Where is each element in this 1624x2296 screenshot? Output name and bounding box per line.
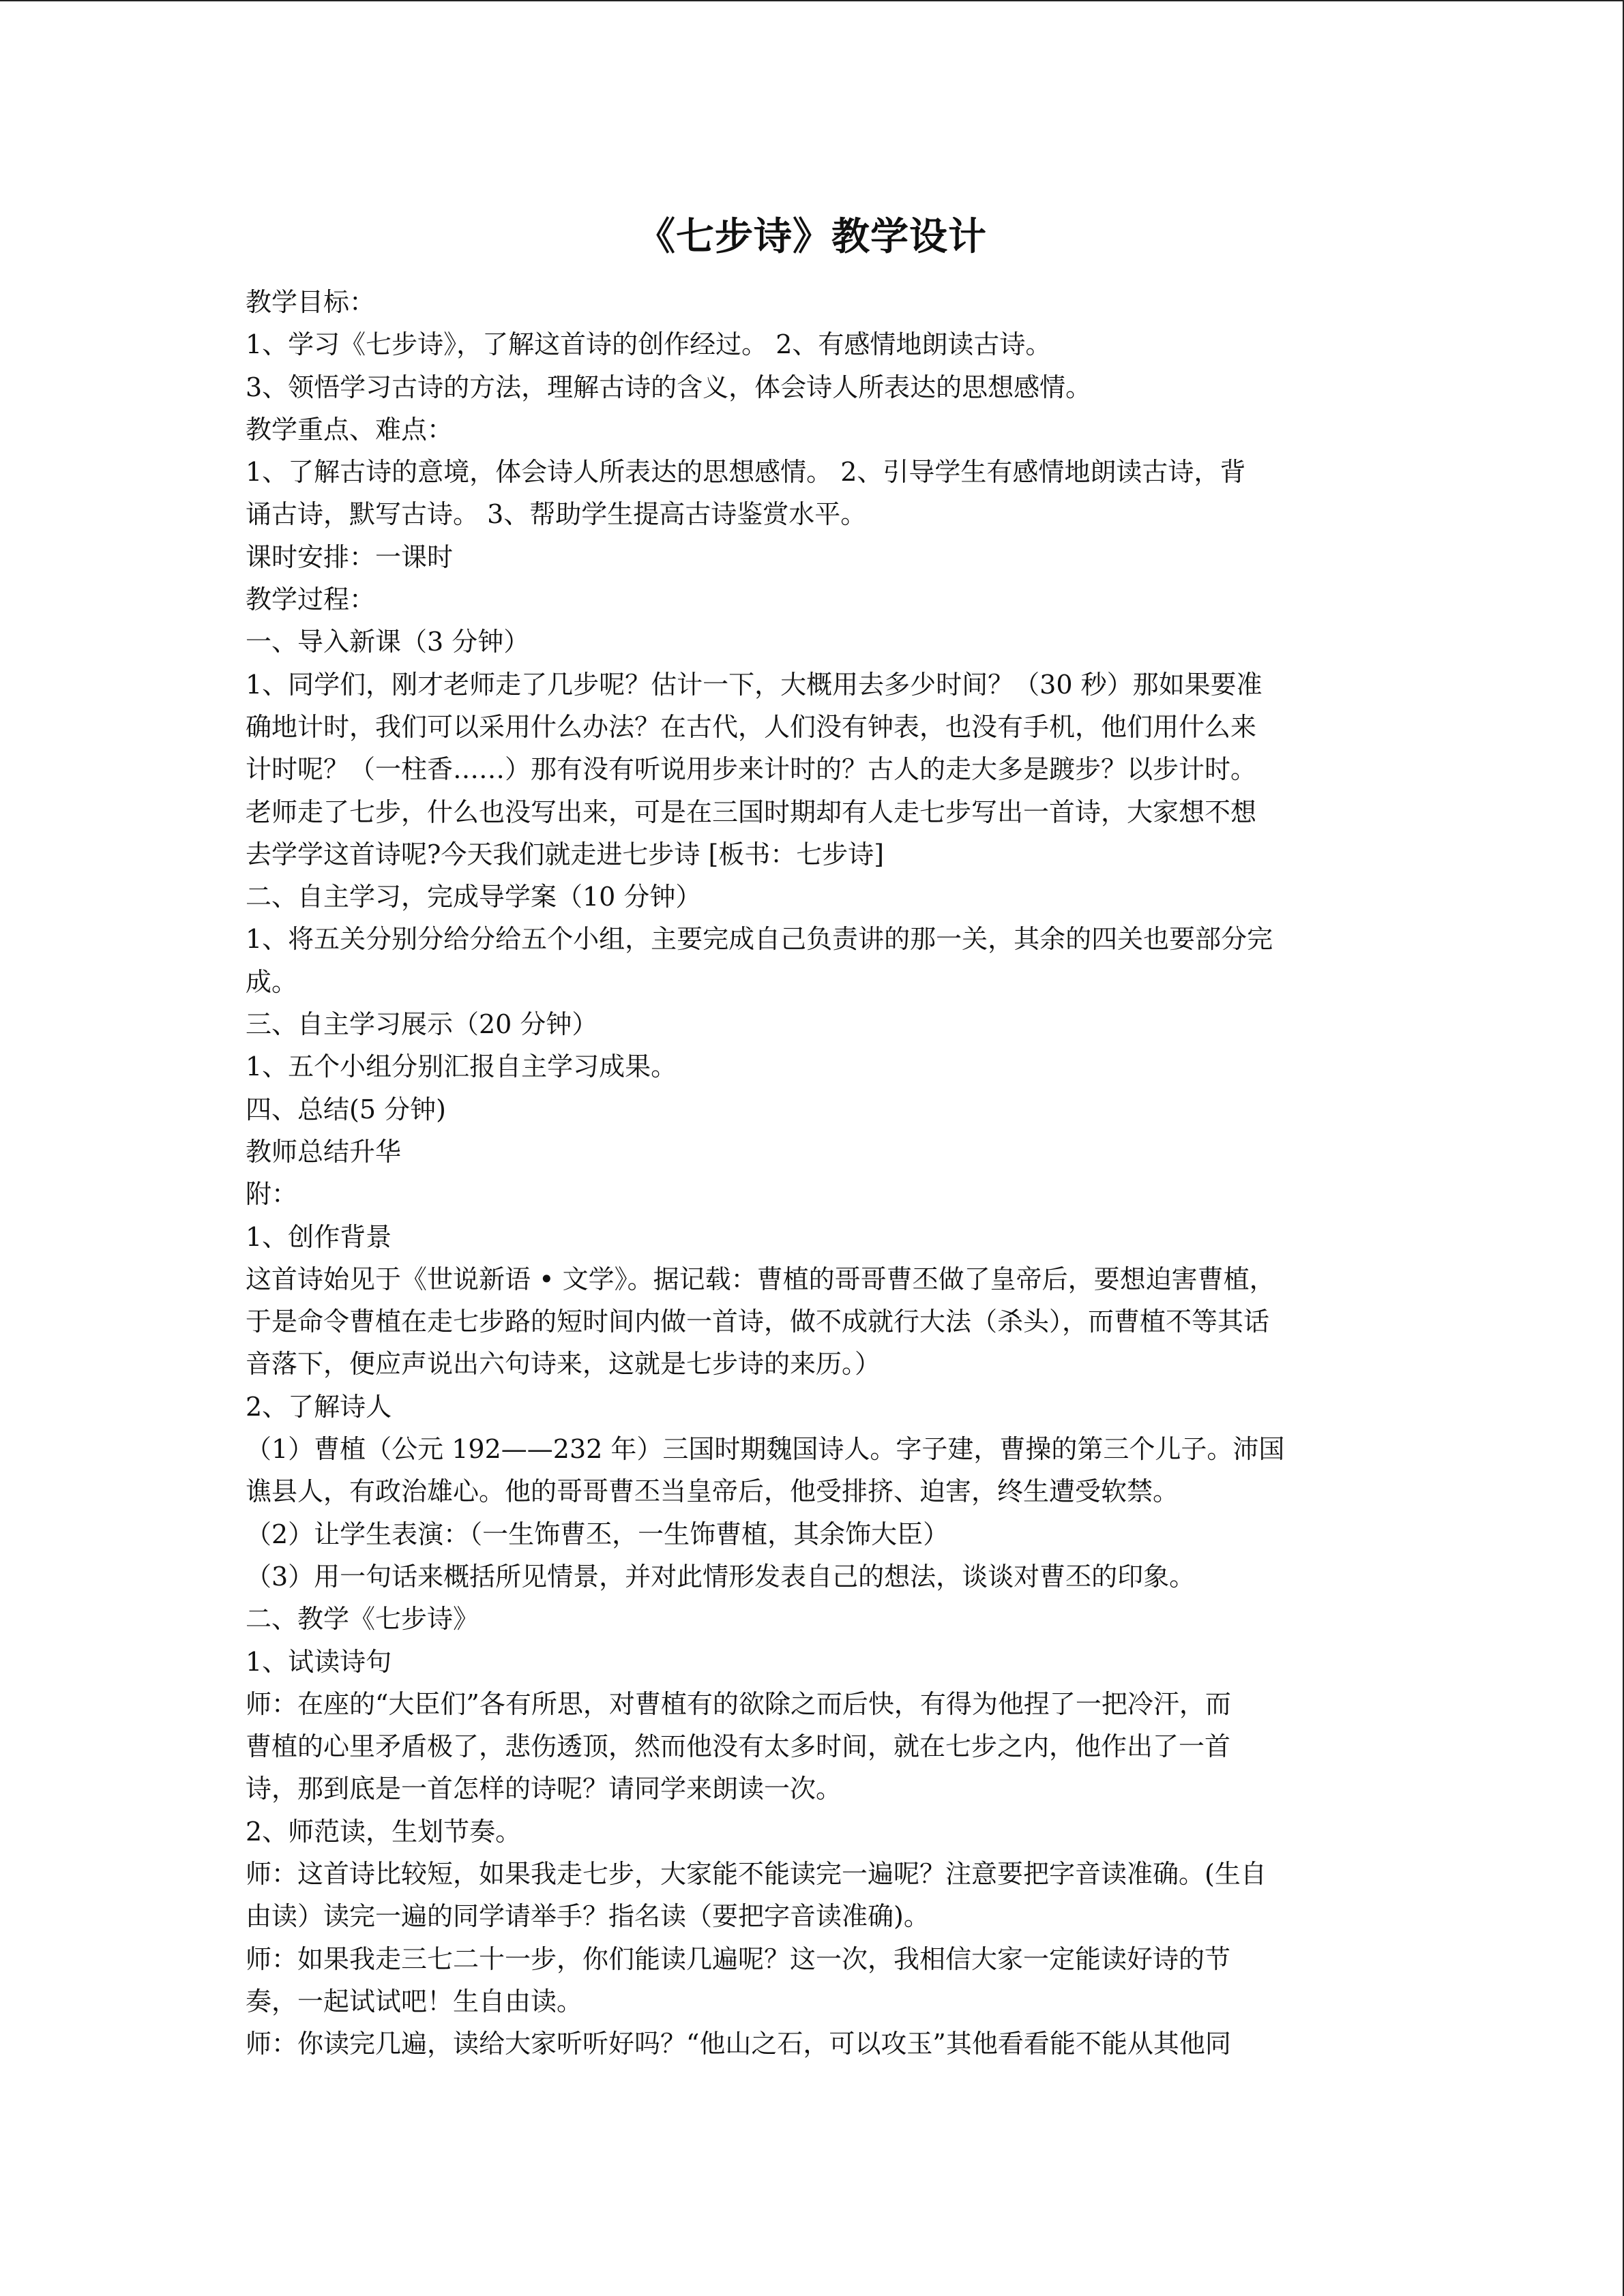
text-line: 教师总结升华 [246, 1136, 402, 1167]
text-line: 1、试读诗句 [246, 1646, 392, 1677]
section-heading: 二、教学《七步诗》 [246, 1604, 479, 1635]
text-line: 1、创作背景 [246, 1221, 392, 1252]
text-line: 奏，一起试试吧！生自由读。 [246, 1986, 583, 2016]
text-line: 教学过程： [246, 584, 376, 615]
text-line: 计时呢？（一柱香……）那有没有听说用步来计时的？古人的走大多是踱步？以步计时。 [246, 754, 1257, 785]
text-line: 课时安排：一课时 [246, 541, 454, 572]
text-line: 确地计时，我们可以采用什么办法？在古代，人们没有钟表，也没有手机，他们用什么来 [246, 711, 1257, 742]
text-line: 老师走了七步，什么也没写出来，可是在三国时期却有人走七步写出一首诗，大家想不想 [246, 796, 1257, 827]
text-line: 2、师范读，生划节奏。 [246, 1816, 522, 1847]
text-line: 由读）读完一遍的同学请举手？指名读（要把字音读准确)。 [246, 1901, 930, 1932]
text-line: 1、五个小组分别汇报自主学习成果。 [246, 1052, 677, 1082]
text-line: 师：在座的“大臣们”各有所思，对曹植有的欲除之而后快，有得为他捏了一把冷汗，而 [246, 1688, 1231, 1719]
text-line: 教学重点、难点： [246, 414, 454, 445]
text-line: 于是命令曹植在走七步路的短时间内做一首诗，做不成就行大法（杀头），而曹植不等其话 [246, 1307, 1270, 1337]
document-title: 《七步诗》教学设计 [637, 214, 987, 259]
text-line: 2、了解诗人 [246, 1391, 392, 1422]
text-line: 1、同学们，刚才老师走了几步呢？估计一下，大概用去多少时间？（30 秒）那如果要准 [246, 669, 1263, 700]
text-line: 3、领悟学习古诗的方法，理解古诗的含义，体会诗人所表达的思想感情。 [246, 372, 1092, 402]
text-line: 1、了解古诗的意境，体会诗人所表达的思想感情。 2、引导学生有感情地朗读古诗，背 [246, 457, 1246, 488]
text-line: 成。 [246, 966, 298, 997]
document-body [246, 281, 1378, 2065]
text-line: （2）让学生表演：（一生饰曹丕，一生饰曹植，其余饰大臣） [246, 1519, 949, 1549]
text-line: 附： [246, 1179, 298, 1210]
text-line: （1）曹植（公元 192——232 年）三国时期魏国诗人。字子建，曹操的第三个儿子。沛国 [246, 1434, 1285, 1465]
text-line: 1、学习《七步诗》，了解这首诗的创作经过。 2、有感情地朗读古诗。 [246, 329, 1052, 360]
text-line: （3）用一句话来概括所见情景，并对此情形发表自己的想法，谈谈对曹丕的印象。 [246, 1561, 1196, 1592]
section-heading: 三、自主学习展示（20 分钟） [246, 1009, 598, 1040]
text-line: 曹植的心里矛盾极了，悲伤透顶，然而他没有太多时间，就在七步之内，他作出了一首 [246, 1731, 1231, 1762]
text-line: 师：这首诗比较短，如果我走七步，大家能不能读完一遍呢？注意要把字音读准确。(生自 [246, 1858, 1267, 1889]
text-line: 诵古诗，默写古诗。 3、帮助学生提高古诗鉴赏水平。 [246, 499, 867, 530]
text-line: 师：你读完几遍，读给大家听听好吗？“他山之石，可以攻玉”其他看看能不能从其他同 [246, 2029, 1231, 2059]
text-line: 音落下，便应声说出六句诗来，这就是七步诗的来历。） [246, 1349, 881, 1380]
text-line: 1、将五关分别分给分给五个小组，主要完成自己负责讲的那一关，其余的四关也要部分完 [246, 924, 1273, 955]
text-line: 这首诗始见于《世说新语 • 文学》。据记载：曹植的哥哥曹丕做了皇帝后，要想迫害曹植， [246, 1264, 1275, 1294]
section-heading: 一、导入新课（3 分钟） [246, 627, 530, 657]
section-heading: 四、总结(5 分钟) [246, 1094, 446, 1124]
text-line: 谯县人，有政治雄心。他的哥哥曹丕当皇帝后，他受排挤、迫害，终生遭受软禁。 [246, 1476, 1179, 1507]
text-line: 教学目标： [246, 287, 376, 317]
text-line: 诗，那到底是一首怎样的诗呢？请同学来朗读一次。 [246, 1774, 842, 1804]
text-line: 去学学这首诗呢?今天我们就走进七步诗 [板书：七步诗] [246, 839, 885, 869]
section-heading: 二、自主学习，完成导学案（10 分钟） [246, 882, 702, 912]
text-line: 师：如果我走三七二十一步，你们能读几遍呢？这一次，我相信大家一定能读好诗的节 [246, 1943, 1231, 1974]
